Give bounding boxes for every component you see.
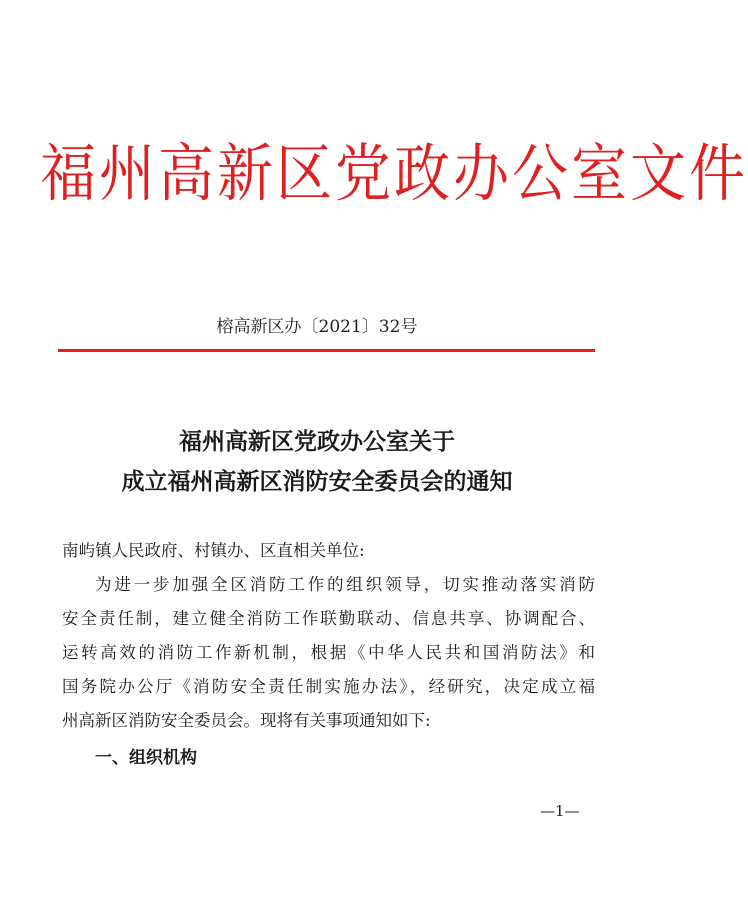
section-heading: 一、组织机构 bbox=[95, 748, 197, 768]
body-text-line: 州高新区消防安全委员会。现将有关事项通知如下: bbox=[62, 711, 431, 730]
body-text-line: 安全责任制，建立健全消防工作联勤联动、信息共享、协调配合、 bbox=[62, 609, 595, 628]
red-separator-rule bbox=[58, 349, 595, 352]
masthead-title: 福州高新区党政办公室文件 bbox=[40, 138, 748, 211]
body-text-line: 运转高效的消防工作新机制，根据《中华人民共和国消防法》和 bbox=[62, 643, 595, 662]
body-text-line: 国务院办公厅《消防安全责任制实施办法》，经研究，决定成立福 bbox=[62, 677, 595, 696]
notice-title-line-2: 成立福州高新区消防安全委员会的通知 bbox=[121, 468, 513, 495]
notice-title-line-1: 福州高新区党政办公室关于 bbox=[179, 428, 455, 455]
document-number: 榕高新区办〔2021〕32号 bbox=[216, 317, 418, 337]
body-text-line: 为进一步加强全区消防工作的组织领导，切实推动落实消防 bbox=[95, 575, 595, 594]
addressee-line: 南屿镇人民政府、村镇办、区直相关单位: bbox=[62, 541, 365, 560]
page-number: —1— bbox=[540, 802, 580, 820]
